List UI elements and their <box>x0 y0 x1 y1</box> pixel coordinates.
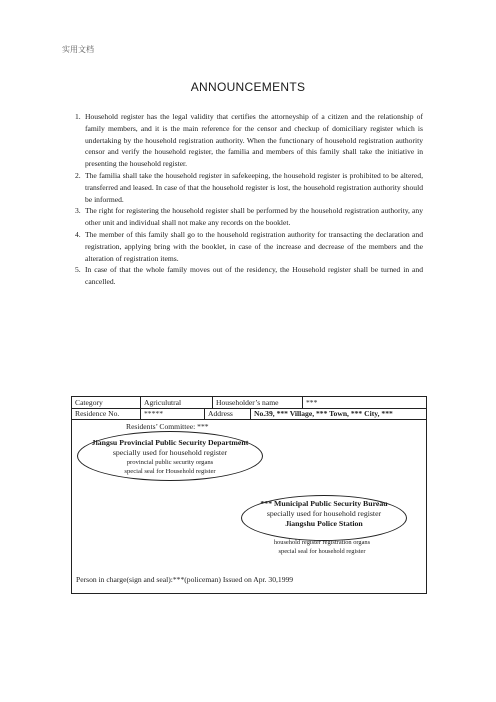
category-value: Agriculutral <box>140 397 212 408</box>
item-text: Household register has the legal validity that certifies the attorneyship of a citizen and the relationship of family members, and it is the main reference for the censor and checkup of domiciliary register which is undertaking by the household registration authority. When the functionary of household registration authority censor and verify the household register, the familia and members of this family shall take the initiative in presenting the household register. <box>85 112 423 169</box>
item-text: The member of this family shall go to the household registration authority for transacting the declaration and registration, applying bring with the booklet, in case of the increase and decrease of the members and the alteration of registration items. <box>85 229 423 263</box>
item-text: In case of that the whole family moves out of the residency, the Household register shall be turned in and cancelled. <box>85 265 423 287</box>
info-row-residence <box>72 408 426 420</box>
provincial-seal-title: Jiangsu Provincial Public Security Department <box>91 438 249 447</box>
announcement-item <box>75 264 423 288</box>
item-number: 2. <box>75 170 81 180</box>
registration-organs-caption-2: special seal for household register <box>278 548 366 555</box>
item-text: The familia shall take the household register in safekeeping, the household register is prohibited to be altered, transferred and leased. In case of that the household register is lost, the household registration authority should be informed. <box>85 170 423 204</box>
item-text: The right for registering the household register shall be performed by the household registration authority, any other unit and individual shall not make any records on the booklet. <box>85 206 423 228</box>
item-number: 4. <box>75 229 81 239</box>
householder-label: Householder’s name <box>212 397 302 408</box>
provincial-seal-caption-2: special seal for Household register <box>124 468 216 475</box>
police-station-name: Jiangshu Police Station <box>285 519 363 528</box>
householder-value: *** <box>302 397 428 408</box>
announcement-list <box>75 111 423 288</box>
address-label: Address <box>204 408 250 419</box>
residents-committee: Residents’ Committee: *** <box>126 422 209 431</box>
municipal-seal-subtitle: specially used for household register <box>266 509 382 518</box>
registration-organs-caption: household register registration organs <box>273 539 371 546</box>
household-register-card <box>71 396 427 594</box>
page-title: ANNOUNCEMENTS <box>190 80 306 94</box>
announcement-item <box>75 229 423 264</box>
municipal-seal-title: *** Municipal Public Security Bureau <box>260 499 388 508</box>
person-in-charge-line: Person in charge(sign and seal):***(policeman) Issued on Apr. 30,1999 <box>76 575 294 584</box>
provincial-seal-caption: provincial public security organs <box>126 459 214 466</box>
provincial-seal-subtitle: specially used for household register <box>112 448 228 457</box>
address-value: No.39, *** Village, *** Town, *** City, *** <box>250 408 428 419</box>
announcement-item <box>75 170 423 205</box>
item-number: 3. <box>75 206 81 216</box>
announcement-item <box>75 205 423 229</box>
item-number: 5. <box>75 265 81 275</box>
residence-value: ***** <box>140 408 204 419</box>
page-header-label: 实用文档 <box>62 45 94 54</box>
residence-label: Residence No. <box>75 409 120 418</box>
category-label: Category <box>75 398 103 407</box>
item-number: 1. <box>75 112 81 121</box>
announcement-item <box>75 111 423 170</box>
